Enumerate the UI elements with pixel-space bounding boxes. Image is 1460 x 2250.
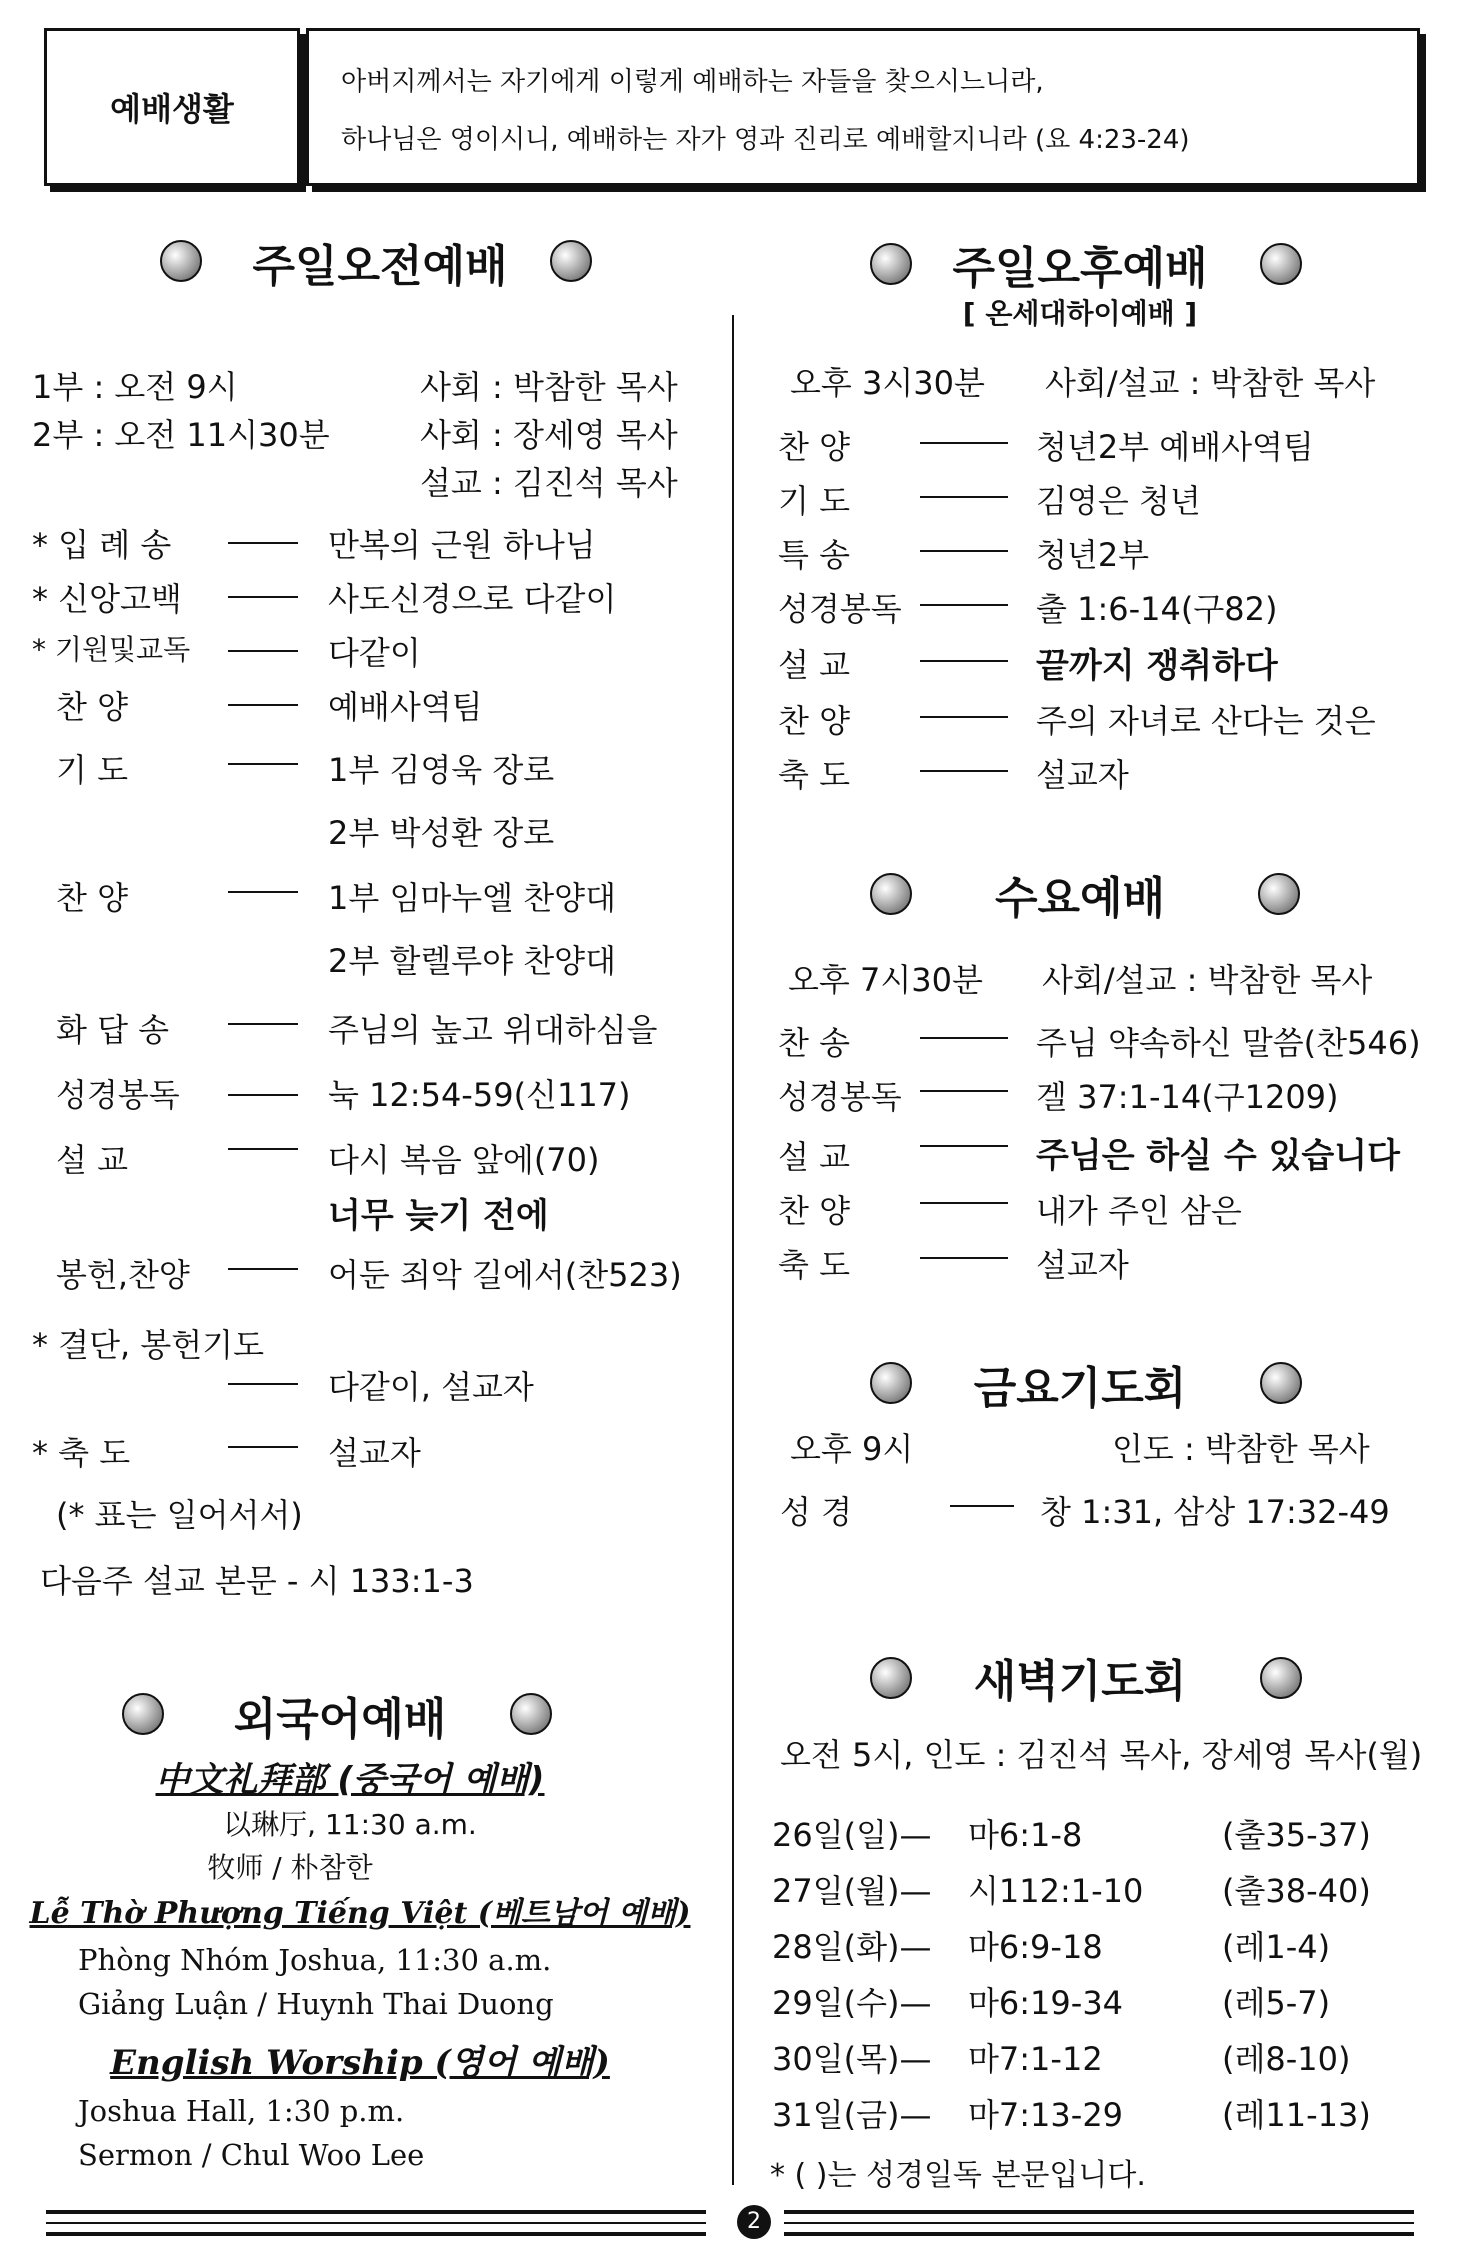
standing-note: (* 표는 일어서서) [56, 1496, 303, 1534]
afternoon-item-label: 기 도 [778, 482, 850, 520]
bullet-ball-icon [122, 1693, 164, 1735]
afternoon-item-label: 성경봉독 [778, 590, 902, 628]
dash-line [920, 496, 1008, 498]
vietnamese-service-pastor: Giảng Luận / Huynh Thai Duong [78, 1987, 554, 2021]
dawn-day: 26일(일)— [772, 1816, 932, 1854]
afternoon-host: 사회/설교 : 박참한 목사 [1045, 364, 1376, 402]
dawn-text: 마6:9-18 [968, 1928, 1103, 1966]
wednesday-item-label: 찬 양 [778, 1192, 850, 1230]
morning-item-label: 기 도 [56, 751, 128, 789]
dawn-ref: (레5-7) [1222, 1984, 1331, 2022]
morning-title: 주일오전예배 [252, 241, 508, 292]
footer-rule [784, 2232, 1414, 2236]
afternoon-item-value: 출 1:6-14(구82) [1036, 590, 1278, 628]
wednesday-item-value: 겔 37:1-14(구1209) [1036, 1078, 1339, 1116]
footer-rule [784, 2222, 1414, 2224]
dawn-text: 마7:13-29 [968, 2096, 1124, 2134]
morning-decision-label: * 결단, 봉헌기도 [32, 1326, 264, 1364]
bullet-ball-icon [510, 1693, 552, 1735]
wednesday-title: 수요예배 [994, 873, 1165, 924]
chinese-service-title: 中文礼拜部 (중국어 예배) [155, 1760, 545, 1800]
morning-item-value-2: 2부 할렐루야 찬양대 [328, 942, 616, 980]
dawn-text: 마7:1-12 [968, 2040, 1103, 2078]
morning-item-label: 봉헌,찬양 [56, 1256, 190, 1294]
dash-line [920, 550, 1008, 552]
morning-decision-value: 다같이, 설교자 [328, 1368, 534, 1406]
english-service-title: English Worship (영어 예배) [110, 2043, 610, 2083]
friday-title: 금요기도회 [973, 1363, 1187, 1414]
footer-rule [46, 2210, 706, 2214]
verse-line-2: 하나님은 영이시니, 예배하는 자가 영과 진리로 예배할지니라 (요 4:23-24) [341, 125, 1190, 155]
morning-bless-label: * 축 도 [32, 1434, 131, 1472]
dash-line [228, 704, 298, 706]
dawn-note: * ( )는 성경일독 본문입니다. [770, 2158, 1146, 2193]
wednesday-item-label: 찬 송 [778, 1024, 850, 1062]
morning-item-value: 주님의 높고 위대하심을 [328, 1011, 658, 1049]
dawn-text: 마6:1-8 [968, 1816, 1083, 1854]
chinese-service-pastor: 牧师 / 朴참한 [207, 1851, 373, 1884]
bullet-ball-icon [1258, 873, 1300, 915]
dash-line [920, 660, 1008, 662]
dawn-day: 29일(수)— [772, 1984, 932, 2022]
dash-line [920, 442, 1008, 444]
dawn-ref: (출38-40) [1222, 1872, 1371, 1910]
bullet-ball-icon [1260, 243, 1302, 285]
morning-item-label: 찬 양 [56, 688, 128, 726]
bullet-ball-icon [870, 1657, 912, 1699]
dash-line [920, 1257, 1008, 1259]
morning-item-label: 설 교 [56, 1141, 128, 1179]
afternoon-title: 주일오후예배 [952, 243, 1208, 294]
dash-line [228, 763, 298, 765]
afternoon-item-value: 김영은 청년 [1036, 482, 1201, 520]
wednesday-item-value: 주님 약속하신 말씀(찬546) [1036, 1024, 1421, 1062]
dawn-day: 30일(목)— [772, 2040, 932, 2078]
morning-item-label: 성경봉독 [56, 1076, 180, 1114]
dash-line [228, 542, 298, 544]
bullet-ball-icon [550, 240, 592, 282]
footer-rule [46, 2232, 706, 2236]
dash-line [228, 1446, 298, 1448]
morning-item-value: 1부 김영욱 장로 [328, 751, 555, 789]
morning-item-label: * 입 례 송 [32, 526, 172, 564]
footer-rule [46, 2222, 706, 2224]
wednesday-sermon-title: 주님은 하실 수 있습니다 [1036, 1136, 1400, 1176]
footer-rule [784, 2210, 1414, 2214]
afternoon-item-value: 청년2부 예배사역팀 [1036, 428, 1314, 466]
dawn-day: 31일(금)— [772, 2096, 932, 2134]
dawn-day: 27일(월)— [772, 1872, 932, 1910]
dash-line [920, 1145, 1008, 1147]
dawn-day: 28일(화)— [772, 1928, 932, 1966]
dash-line [228, 1383, 298, 1385]
wednesday-item-value: 내가 주인 삼은 [1036, 1192, 1242, 1230]
dash-line [920, 716, 1008, 718]
afternoon-item-label: 특 송 [778, 536, 850, 574]
bullet-ball-icon [160, 240, 202, 282]
morning-item-label: 찬 양 [56, 879, 128, 917]
chinese-service-place: 以琳厅, 11:30 a.m. [223, 1808, 477, 1841]
section-title-box [44, 28, 300, 186]
friday-leader: 인도 : 박참한 목사 [1112, 1430, 1370, 1468]
morning-time-1: 1부 : 오전 9시 [32, 368, 238, 406]
bullet-ball-icon [1260, 1657, 1302, 1699]
morning-item-value: 다시 복음 앞에(70) [328, 1141, 600, 1179]
dawn-ref: (레8-10) [1222, 2040, 1351, 2078]
dash-line [228, 1094, 298, 1096]
morning-host-1: 사회 : 박참한 목사 [420, 368, 678, 406]
dash-line [228, 596, 298, 598]
friday-time: 오후 9시 [790, 1430, 914, 1468]
verse-box [306, 28, 1420, 186]
morning-item-value-2: 2부 박성환 장로 [328, 814, 555, 852]
dawn-ref: (레11-13) [1222, 2096, 1371, 2134]
dawn-ref: (레1-4) [1222, 1928, 1331, 1966]
afternoon-item-value: 주의 자녀로 산다는 것은 [1036, 702, 1376, 740]
afternoon-item-value: 설교자 [1036, 756, 1129, 794]
morning-item-label: * 기원및교독 [32, 633, 191, 666]
bullet-ball-icon [870, 1362, 912, 1404]
dawn-text: 시112:1-10 [968, 1872, 1144, 1910]
dash-line [950, 1505, 1014, 1507]
bullet-ball-icon [870, 243, 912, 285]
morning-item-label: 화 답 송 [56, 1011, 170, 1049]
afternoon-item-label: 축 도 [778, 756, 850, 794]
morning-host-2: 사회 : 장세영 목사 [420, 416, 678, 454]
afternoon-item-label: 찬 양 [778, 428, 850, 466]
dash-line [920, 604, 1008, 606]
friday-scripture-value: 창 1:31, 삼상 17:32-49 [1040, 1493, 1390, 1531]
morning-item-value: 만복의 근원 하나님 [328, 526, 596, 564]
dawn-title: 새벽기도회 [973, 1656, 1187, 1707]
wednesday-item-value: 설교자 [1036, 1246, 1129, 1284]
page-number: 2 [737, 2205, 771, 2239]
column-divider [732, 315, 734, 2185]
friday-scripture-label: 성 경 [780, 1493, 852, 1531]
afternoon-sermon-title: 끝까지 쟁취하다 [1036, 646, 1278, 686]
morning-item-label: * 신앙고백 [32, 580, 182, 618]
foreign-title: 외국어예배 [233, 1694, 447, 1745]
morning-item-value: 눅 12:54-59(신117) [328, 1076, 631, 1114]
section-title: 예배생활 [110, 90, 234, 128]
dash-line [920, 1090, 1008, 1092]
dawn-text: 마6:19-34 [968, 1984, 1124, 2022]
dash-line [920, 1202, 1008, 1204]
afternoon-subtitle: [ 온세대하이예배 ] [962, 297, 1198, 330]
dash-line [228, 1268, 298, 1270]
morning-sermon-title: 너무 늦기 전에 [328, 1196, 549, 1236]
afternoon-time: 오후 3시30분 [790, 364, 985, 402]
verse-line-1: 아버지께서는 자기에게 이렇게 예배하는 자들을 찾으시느니라, [341, 67, 1044, 97]
wednesday-host: 사회/설교 : 박참한 목사 [1042, 961, 1373, 999]
dash-line [920, 770, 1008, 772]
dash-line [228, 1148, 298, 1150]
dash-line [228, 1023, 298, 1025]
dawn-info: 오전 5시, 인도 : 김진석 목사, 장세영 목사(월) [780, 1736, 1423, 1774]
morning-item-value: 어둔 죄악 길에서(찬523) [328, 1256, 682, 1294]
dash-line [920, 1037, 1008, 1039]
dash-line [228, 891, 298, 893]
morning-item-value: 사도신경으로 다같이 [328, 580, 617, 618]
morning-item-value: 1부 임마누엘 찬양대 [328, 879, 616, 917]
afternoon-item-label: 찬 양 [778, 702, 850, 740]
wednesday-item-label: 성경봉독 [778, 1078, 902, 1116]
wednesday-item-label: 설 교 [778, 1138, 850, 1176]
afternoon-item-value: 청년2부 [1036, 536, 1150, 574]
bullet-ball-icon [1260, 1362, 1302, 1404]
wednesday-time: 오후 7시30분 [788, 961, 983, 999]
wednesday-item-label: 축 도 [778, 1246, 850, 1284]
english-service-place: Joshua Hall, 1:30 p.m. [78, 2094, 405, 2128]
dawn-ref: (출35-37) [1222, 1816, 1371, 1854]
vietnamese-service-place: Phòng Nhóm Joshua, 11:30 a.m. [78, 1943, 552, 1977]
morning-bless-value: 설교자 [328, 1434, 421, 1472]
morning-preacher: 설교 : 김진석 목사 [420, 464, 678, 502]
english-service-pastor: Sermon / Chul Woo Lee [78, 2138, 425, 2172]
vietnamese-service-title: Lễ Thờ Phượng Tiếng Việt (베트남어 예배) [29, 1896, 691, 1931]
dash-line [228, 650, 298, 652]
afternoon-item-label: 설 교 [778, 646, 850, 684]
morning-time-2: 2부 : 오전 11시30분 [32, 416, 330, 454]
bullet-ball-icon [870, 873, 912, 915]
next-week-text: 다음주 설교 본문 - 시 133:1-3 [40, 1562, 474, 1600]
morning-item-value: 다같이 [328, 634, 421, 672]
morning-item-value: 예배사역팀 [328, 688, 483, 726]
